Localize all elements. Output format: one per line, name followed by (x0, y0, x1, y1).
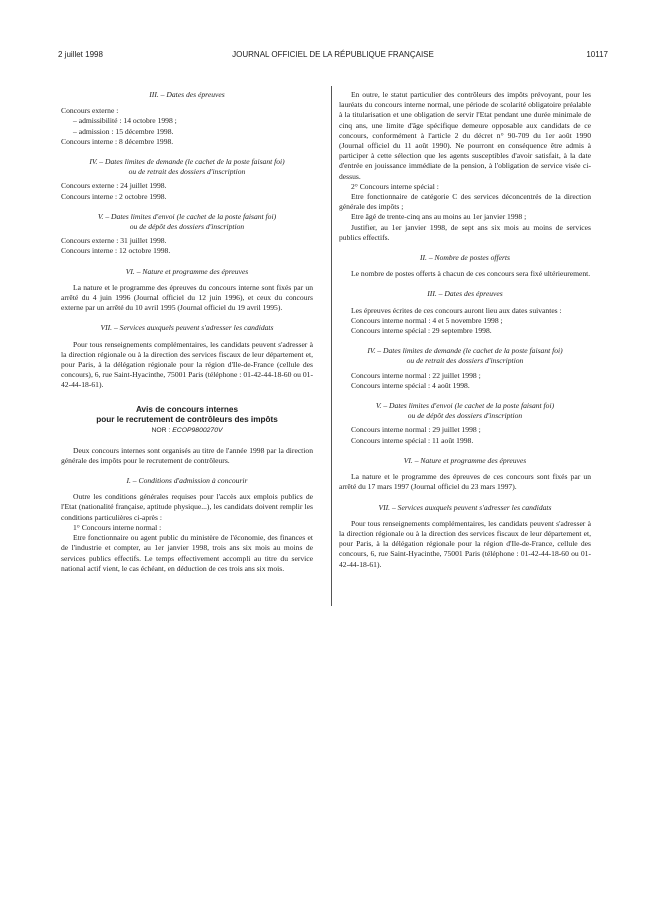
right-column (339, 90, 591, 570)
paragraph: Outre les conditions générales requises pour l'accès aux emplois publics de l'Etat (nationalité française, aptitude physique...), les candidats doivent remplir les conditions particulières ci-après : (61, 492, 313, 522)
text-line: – admission : 15 décembre 1998. (73, 126, 174, 136)
section-title: V. – Dates limites d'envoi (le cachet de la poste faisant foi) (375, 401, 555, 411)
section-title: I. – Conditions d'admission à concourir (126, 476, 248, 486)
section-title: VII. – Services auxquels peuvent s'adresser les candidats (378, 502, 552, 512)
section-title: III. – Dates des épreuves (149, 90, 225, 99)
text-line: Concours interne spécial : 29 septembre 1998. (351, 326, 492, 336)
section-title: VI. – Nature et programme des épreuves (125, 266, 249, 276)
text-line: Concours interne : 12 octobre 1998. (61, 246, 171, 256)
section-title: VI. – Nature et programme des épreuves (403, 455, 527, 465)
notice-title: Avis de concours internes (135, 404, 239, 414)
page-number: 10117 (586, 50, 608, 59)
section-title-cont: ou de retrait des dossiers d'inscription (406, 356, 524, 366)
section-title: II. – Nombre de postes offerts (420, 253, 510, 263)
column-divider (331, 86, 332, 606)
nor-code: ECOP9800270V (172, 426, 223, 434)
paragraph: 2° Concours interne spécial : (351, 181, 439, 191)
left-column (61, 90, 313, 574)
paragraph: Etre fonctionnaire de catégorie C des services déconcentrés de la direction générale des impôts ; (339, 192, 591, 212)
nor-label: NOR : (151, 426, 171, 434)
text-line: – admissibilité : 14 octobre 1998 ; (73, 116, 177, 126)
section-title: III. – Dates des épreuves (427, 289, 503, 299)
paragraph: Les épreuves écrites de ces concours auront lieu aux dates suivantes : (351, 305, 562, 315)
paragraph: La nature et le programme des épreuves de ces concours sont fixés par un arrêté du 17 mars 1997 (Journal officiel du 23 mars 1997). (339, 472, 591, 492)
paragraph: Etre âgé de trente-cinq ans au moins au 1er janvier 1998 ; (351, 212, 527, 222)
text-line: Concours externe : (61, 106, 119, 116)
text-line: Concours interne normal : 4 et 5 novembre 1998 ; (351, 315, 503, 325)
paragraph: Etre fonctionnaire ou agent public du ministère de l'économie, des finances et de l'industrie et compter, au 1er janvier 1998, trois ans six mois au moins de services publics effectifs. Le temps effectivement accompli au titre du service national actif vient, le cas échéant, en déduction de ces trois ans six mois. (61, 533, 313, 573)
text-line: Concours interne spécial : 11 août 1998. (351, 435, 474, 445)
text-line: Concours interne normal : 29 juillet 1998 ; (351, 425, 481, 435)
text-line: Concours interne spécial : 4 août 1998. (351, 380, 470, 390)
header-date: 2 juillet 1998 (58, 50, 103, 59)
paragraph: 1° Concours interne normal : (73, 522, 162, 532)
text-line: Concours interne : 8 décembre 1998. (61, 136, 174, 146)
text-line: Concours interne normal : 22 juillet 1998 ; (351, 370, 481, 380)
text-line: Concours externe : 24 juillet 1998. (61, 181, 167, 191)
notice-title-cont: pour le recrutement de contrôleurs des impôts (96, 415, 278, 425)
section-title-cont: ou de retrait des dossiers d'inscription (128, 167, 246, 177)
paragraph: Justifier, au 1er janvier 1998, de sept ans six mois au moins de services publics effectifs. (339, 222, 591, 242)
section-title: IV. – Dates limites de demande (le cachet de la poste faisant foi) (89, 157, 285, 167)
paragraph: Pour tous renseignements complémentaires, les candidats peuvent s'adresser à la direction régionale ou à la direction des services fiscaux de leur département et, pour Paris, à la délégation régionale pour la région d'Ile-de-France, cellule des concours, 6, rue Saint-Hyacinthe, 75001 Paris (téléphone : 01-42-44-18-60 ou 01-42-44-18-61). (339, 518, 591, 569)
section-title: VII. – Services auxquels peuvent s'adresser les candidats (100, 323, 274, 333)
paragraph: En outre, le statut particulier des contrôleurs des impôts prévoyant, pour les lauréats du concours interne normal, une période de scolarité obligatoire préalable à la titularisation et une obligation de servir l'Etat pendant une durée minimale de cinq ans, une limite d'âge spécifique demeure opposable aux candidats de ce concours, conformément à l'article 2 du décret n° 90-709 du 1er août 1990 (Journal officiel du 11 août 1990). Ne pourront en conséquence être admis à participer à cette sélection que les agents susceptibles d'avoir satisfait, à la date d'entrée en jouissance immédiate de la pension, à l'obligation de service visée ci-dessus. (339, 90, 591, 181)
section-title-cont: ou de dépôt des dossiers d'inscription (407, 411, 523, 421)
paragraph: Le nombre de postes offerts à chacun de ces concours sera fixé ultérieurement. (351, 269, 591, 279)
text-line: Concours interne : 2 octobre 1998. (61, 191, 167, 201)
nor-reference (61, 426, 313, 436)
section-title-cont: ou de dépôt des dossiers d'inscription (129, 222, 245, 232)
paragraph: Deux concours internes sont organisés au titre de l'année 1998 par la direction générale des impôts pour le recrutement de contrôleurs. (61, 445, 313, 465)
paragraph: Pour tous renseignements complémentaires, les candidats peuvent s'adresser à la direction régionale ou à la direction des services fiscaux de leur département et, pour Paris, à la délégation régionale pour la région d'Ile-de-France (cellule des concours), 6, rue Saint-Hyacinthe, 75001 Paris (téléphone : 01-42-44-18-60 ou 01-42-44-18-61). (61, 339, 313, 390)
page-header (58, 50, 608, 62)
section-title: V. – Dates limites d'envoi (le cachet de la poste faisant foi) (97, 211, 277, 221)
paragraph: La nature et le programme des épreuves du concours interne sont fixés par un arrêté du 4 juin 1996 (Journal officiel du 12 juin 1996), et ceux du concours externe par un arrêté du 10 avril 1995 (Journal officiel du 19 avril 1995). (61, 282, 313, 313)
section-title: IV. – Dates limites de demande (le cachet de la poste faisant foi) (367, 346, 563, 356)
text-line: Concours externe : 31 juillet 1998. (61, 236, 167, 246)
journal-title: JOURNAL OFFICIEL DE LA RÉPUBLIQUE FRANÇAISE (232, 50, 434, 59)
